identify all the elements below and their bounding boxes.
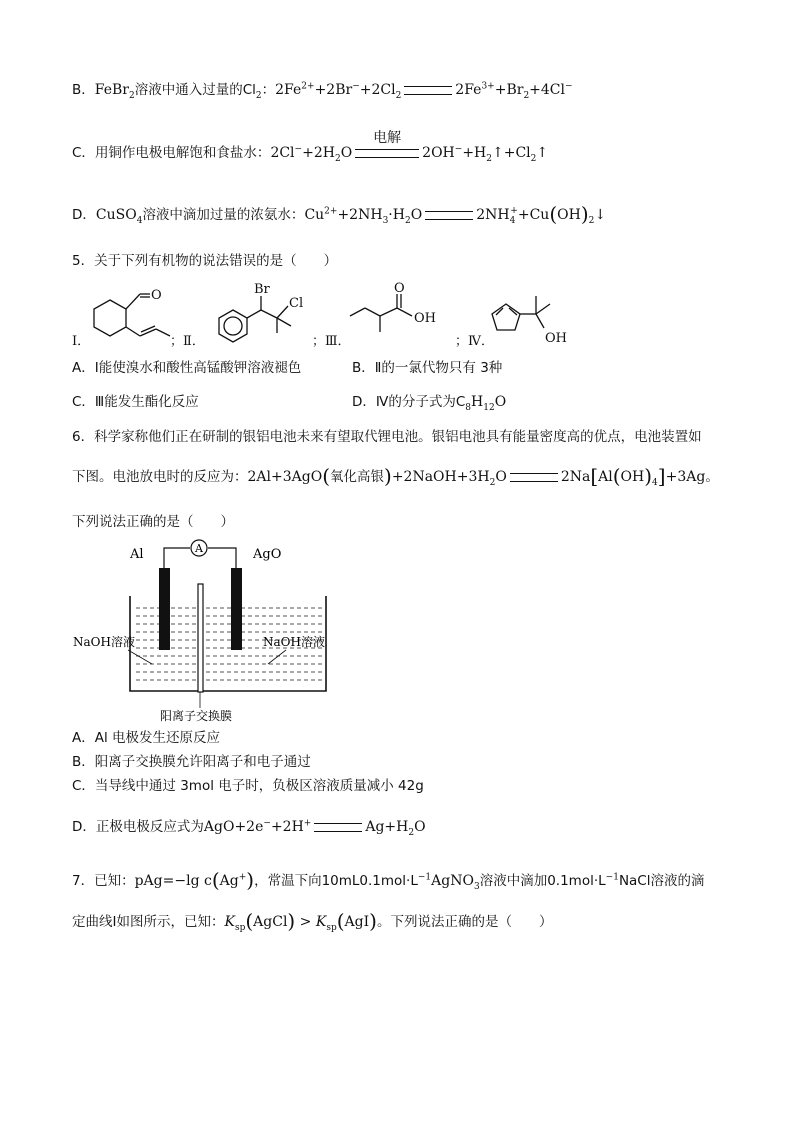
equals-arrow (425, 211, 473, 220)
gas-up-arrow: ↑ (492, 145, 504, 161)
q5-option-b: B．Ⅱ的一氯代物只有 3种 (352, 360, 503, 376)
q7-stem-line2: 定曲线Ⅰ如图所示，已知：$K_{sp}(AgCl) > K_{sp}(AgI)$。下列说法正确的是（ ） (72, 909, 553, 933)
label-iv: ；Ⅳ． (455, 334, 494, 349)
ammeter-label: A (195, 542, 203, 555)
q5-structures (60, 280, 600, 355)
left-solution-label: NaOH溶液 (73, 635, 135, 649)
label-ii: ；Ⅱ． (170, 334, 205, 349)
q6-option-d: D．正极电极反应式为AgO+2e−+2H+ $Ag+H_2O$ (72, 818, 426, 838)
equals-arrow (404, 86, 452, 95)
q6-option-c: C．当导线中通过 3mol 电子时，负极区溶液质量减小 42g (72, 778, 424, 794)
membrane-label: 阳离子交换膜 (160, 709, 233, 723)
ion-exchange-membrane (198, 584, 203, 692)
al-label: Al (130, 547, 144, 562)
atom-cl: Cl (289, 296, 304, 311)
equals-arrow (510, 473, 558, 482)
q5-option-d: D．Ⅳ的分子式为$C_8H_{12}O$ (352, 394, 507, 413)
al-electrode (159, 568, 170, 650)
q5-option-c: C．Ⅲ能发生酯化反应 (72, 394, 199, 410)
benzene-ring (219, 310, 247, 342)
battery-diagram (68, 536, 338, 724)
q6-stem-line2: 下图。电池放电时的反应为：2Al+3AgO(氧化高银)$+2NaOH+3H_2O$ $2Na[Al(OH)_4]+3Ag$。 (72, 464, 719, 488)
q4-option-b: B．FeBr$_2$溶液中通入过量的$Cl_2$：$2Fe^{2+}+2Br^-+2Cl_2$ $2Fe^{3+}+Br_2+4Cl^-$ (72, 81, 573, 101)
q4-option-d: D．CuSO$_4$溶液中滴加过量的浓氨水：$Cu^{2+}+2NH_3\cdot H_2O$ $2NH_4^++Cu(OH)_2↓$ (72, 202, 607, 226)
q5-option-a: A．Ⅰ能使溴水和酸性高锰酸钾溶液褪色 (72, 360, 302, 376)
equals-arrow (314, 823, 362, 832)
atom-o: O (394, 281, 405, 296)
atom-oh: OH (545, 331, 567, 346)
atom-br: Br (254, 282, 270, 297)
electrolysis-arrow: 电解 (355, 149, 419, 158)
label-i: Ⅰ． (72, 334, 91, 349)
q5-stem: 5．关于下列有机物的说法错误的是（ ） (72, 253, 338, 269)
atom-o: O (151, 288, 162, 303)
q6-option-a: A．Al 电极发生还原反应 (72, 730, 221, 746)
ago-electrode (231, 568, 242, 650)
precipitate-down-arrow: ↓ (594, 207, 607, 223)
atom-oh: OH (414, 311, 436, 326)
gas-up-arrow: ↑ (536, 145, 549, 161)
q6-option-b: B．阳离子交换膜允许阳离子和电子通过 (72, 754, 311, 770)
ago-label: AgO (253, 547, 282, 562)
q4-option-c: C．用铜作电极电解饱和食盐水：$2Cl^-+2H_2O$ 电解 $2OH^-+H_2↑+Cl_2↑$ (72, 129, 549, 164)
cyclohexane-ring (94, 300, 126, 336)
right-solution-label: NaOH溶液 (263, 635, 325, 649)
q6-stem-line1: 6．科学家称他们正在研制的银铝电池未来有望取代锂电池。银铝电池具有能量密度高的优点，电池装置如 (72, 429, 702, 445)
q7-stem-line1: 7．已知：pAg=−lg c(Ag+)，常温下向$10mL0.1mol\cdot L^{-1}AgNO_3$溶液中滴加$0.1mol\cdot L^{-1}NaCl$溶液的滴 (72, 868, 705, 892)
label-iii: ；Ⅲ． (312, 334, 351, 349)
cyclopentadiene-ring (492, 304, 520, 330)
q6-stem-line3: 下列说法正确的是（ ） (72, 514, 234, 530)
